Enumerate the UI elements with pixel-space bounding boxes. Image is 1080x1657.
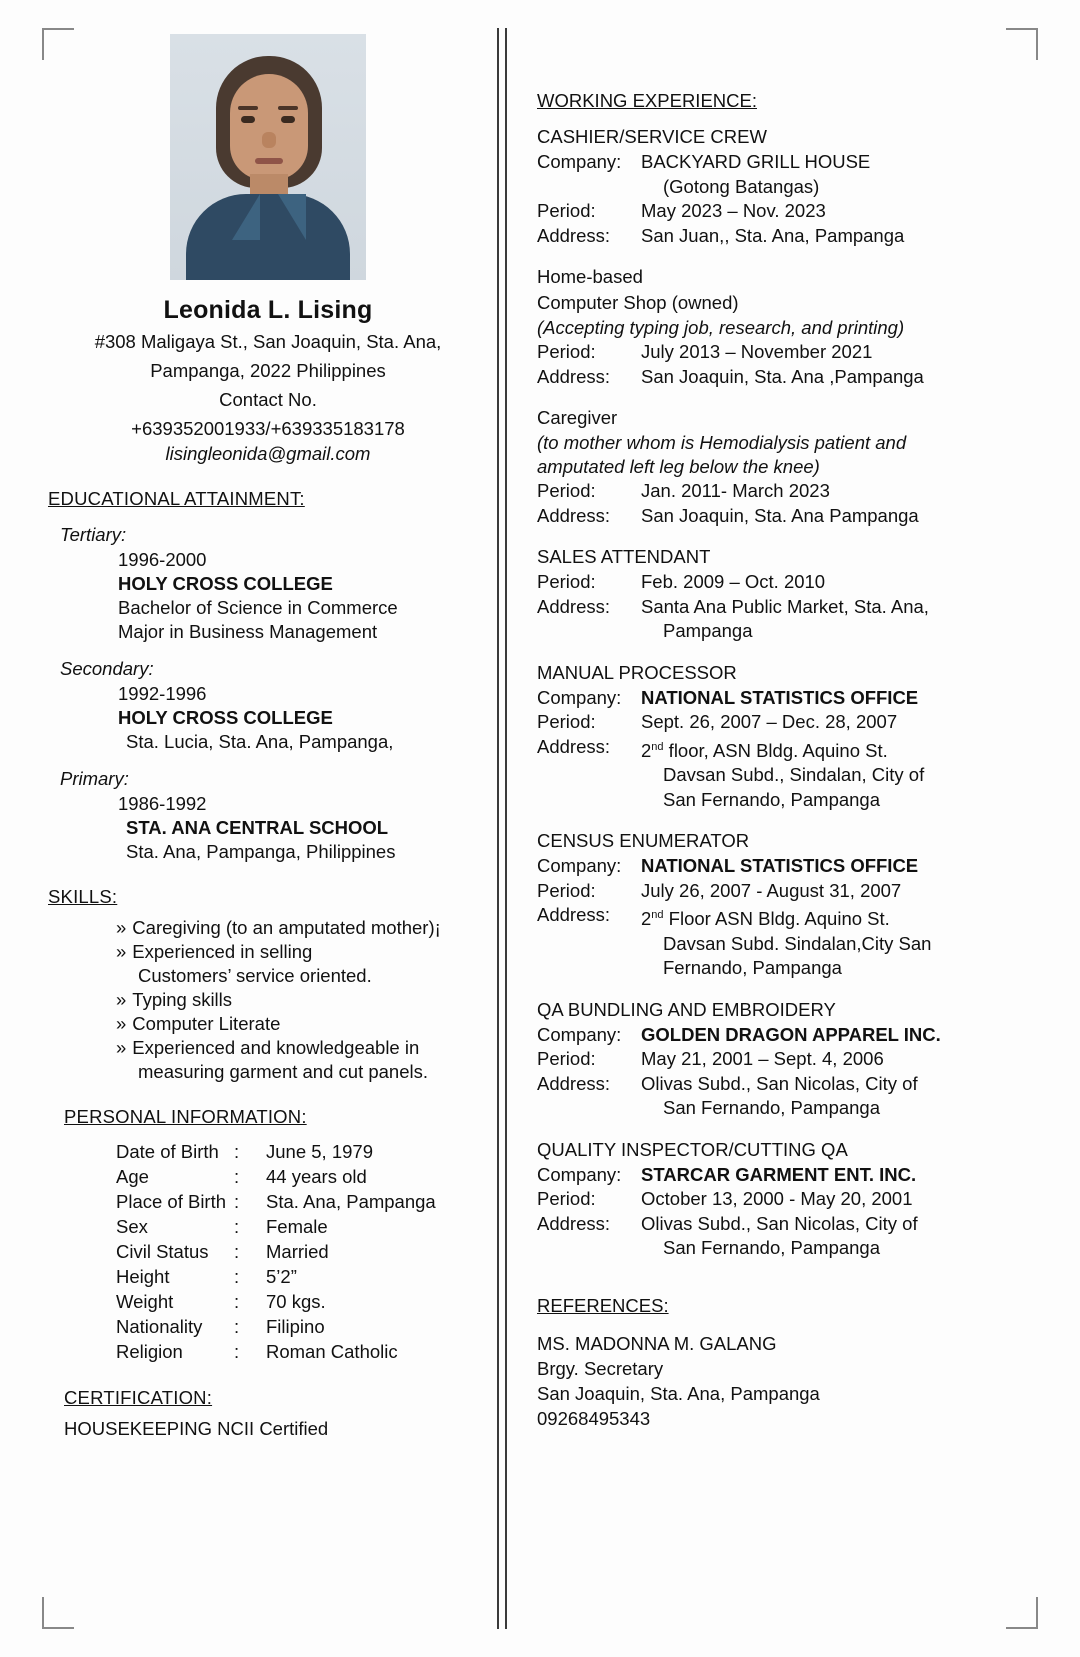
field-label-address: Address: [537,365,611,387]
info-label: Height [116,1266,170,1287]
job-title: Home-based [537,266,643,287]
info-colon: : [234,1141,240,1162]
field-value-address [641,735,1007,764]
table-row [116,1140,436,1165]
crop-mark-top-right [1006,28,1038,60]
info-colon: : [234,1166,240,1187]
info-value: Female [266,1216,328,1237]
skill-text-cont: Customers’ service oriented. [138,965,372,986]
applicant-name: Leonida L. Lising [163,296,373,324]
reference-name: MS. MADONNA M. GALANG [537,1332,777,1354]
table-row [116,1215,436,1240]
job-title-secondary: Computer Shop (owned) [537,292,739,313]
field-label-company: Company: [537,686,622,708]
info-colon: : [234,1291,240,1312]
photo-mouth [255,158,283,164]
photo-brow-left [238,106,258,110]
right-column [537,90,1007,1431]
job-note: (Accepting typing job, research, and printing) [537,317,905,338]
field-value-period: May 21, 2001 – Sept. 4, 2006 [641,1048,884,1070]
experience-entry [537,264,1007,389]
address-prefix: 2 [641,739,652,761]
address-rest: floor, ASN Bldg. Aquino St. [663,739,888,761]
education-years: 1992-1996 [118,683,207,704]
field-label-company: Company: [537,1023,622,1045]
field-value-period: October 13, 2000 - May 20, 2001 [641,1188,913,1210]
field-label-period: Period: [537,200,596,221]
info-value: 5’2” [266,1266,297,1287]
job-address-row [537,1072,1007,1097]
bullet-icon: » [116,989,127,1010]
field-label-company: Company: [537,855,622,877]
job-address-cont: San Fernando, Pampanga [663,1097,881,1119]
job-address-cont-2: Fernando, Pampanga [663,957,842,979]
job-note-cont: amputated left leg below the knee) [537,456,820,477]
left-column [48,28,488,1441]
education-school: STA. ANA CENTRAL SCHOOL [126,817,389,838]
job-note: (to mother whom is Hemodialysis patient and [537,432,907,453]
skills-heading: SKILLS: [48,886,118,907]
table-row [116,1265,436,1290]
skill-text: Computer Literate [132,1013,281,1034]
column-divider [497,28,507,1629]
field-value-company: STARCAR GARMENT ENT. INC. [641,1163,917,1185]
field-label-period: Period: [537,480,596,501]
info-colon: : [234,1191,240,1212]
info-label: Religion [116,1341,183,1362]
info-value: Sta. Ana, Pampanga [266,1191,436,1212]
experience-entry [537,660,1007,813]
address-rest: Floor ASN Bldg. Aquino St. [663,908,890,930]
job-address-cont: Pampanga [663,620,753,641]
table-row [116,1290,436,1315]
portrait-photo [170,34,366,280]
info-value: Roman Catholic [266,1341,398,1362]
info-label: Civil Status [116,1241,209,1262]
field-label-period: Period: [537,711,596,732]
field-value-period: Sept. 26, 2007 – Dec. 28, 2007 [641,711,898,732]
field-value-address: San Joaquin, Sta. Ana Pampanga [641,504,919,526]
education-level-label: Tertiary: [60,524,127,545]
job-period-row [537,710,1007,735]
job-period-row [537,199,1007,224]
table-row [116,1340,436,1365]
personal-info-table [116,1140,436,1365]
phone-numbers: +639352001933/+639335183178 [131,418,405,439]
bullet-icon: » [116,1037,127,1058]
field-value-address: Olivas Subd., San Nicolas, City of [641,1072,918,1094]
education-detail-1: Sta. Lucia, Sta. Ana, Pampanga, [126,731,394,752]
job-company-row [537,150,1007,175]
job-address-row [537,1212,1007,1237]
photo-nose [262,132,276,148]
skill-text: Typing skills [132,989,233,1010]
field-label-period: Period: [537,571,596,592]
job-title: QA BUNDLING AND EMBROIDERY [537,998,836,1020]
ordinal-suffix: nd [651,740,664,753]
field-label-period: Period: [537,879,596,901]
table-row [116,1165,436,1190]
crop-mark-bottom-right [1006,1597,1038,1629]
skill-text: Experienced and knowledgeable in [132,1037,420,1058]
field-label-company: Company: [537,151,622,172]
education-entry-primary [48,768,488,864]
field-value-period: Jan. 2011- March 2023 [641,480,830,501]
skills-list [116,916,488,1084]
photo-container [170,34,366,280]
field-label-address: Address: [537,1072,611,1094]
field-value-period: May 2023 – Nov. 2023 [641,200,826,221]
reference-phone: 09268495343 [537,1407,651,1429]
field-value-address: San Joaquin, Sta. Ana ,Pampanga [641,365,924,387]
job-period-row [537,479,1007,504]
education-heading: EDUCATIONAL ATTAINMENT: [48,488,305,509]
field-value-period: July 2013 – November 2021 [641,341,873,362]
job-period-row [537,340,1007,365]
photo-brow-right [278,106,298,110]
education-level-label: Primary: [60,768,129,789]
info-value: June 5, 1979 [266,1141,373,1162]
photo-collar-right [278,194,306,240]
skill-text-cont: measuring garment and cut panels. [138,1061,429,1082]
skill-text: Caregiving (to an amputated mother)¡ [132,917,441,938]
field-label-address: Address: [537,595,611,617]
email-address[interactable]: lisingleonida@gmail.com [165,443,371,464]
info-colon: : [234,1241,240,1262]
info-label: Age [116,1166,149,1187]
job-address-cont: San Fernando, Pampanga [663,1237,881,1259]
education-years: 1986-1992 [118,793,207,814]
field-value-period: Feb. 2009 – Oct. 2010 [641,571,826,592]
job-address-row [537,903,1007,932]
field-value-address: Olivas Subd., San Nicolas, City of [641,1212,918,1234]
field-label-address: Address: [537,1212,611,1234]
bullet-icon: » [116,1013,127,1034]
field-value-address: San Juan,, Sta. Ana, Pampanga [641,224,905,246]
job-period-row [537,1047,1007,1072]
experience-entry [537,124,1007,248]
job-period-row [537,1187,1007,1212]
list-item [116,1012,488,1036]
field-value-company: NATIONAL STATISTICS OFFICE [641,686,919,708]
bullet-icon: » [116,941,127,962]
job-title: SALES ATTENDANT [537,546,711,567]
photo-torso [186,194,350,280]
job-title: Caregiver [537,407,618,428]
references-heading: REFERENCES: [537,1294,669,1316]
experience-entry [537,828,1007,981]
job-address-row [537,365,1007,390]
address-line-1: #308 Maligaya St., San Joaquin, Sta. Ana, [94,331,442,352]
info-label: Date of Birth [116,1141,219,1162]
education-entry-secondary [48,658,488,754]
field-value-company: BACKYARD GRILL HOUSE [641,151,871,172]
job-company-row [537,1023,1007,1048]
job-company-row [537,854,1007,879]
education-school: HOLY CROSS COLLEGE [118,573,333,594]
field-label-address: Address: [537,904,611,926]
skill-text: Experienced in selling [132,941,313,962]
info-colon: : [234,1266,240,1287]
education-detail-2: Major in Business Management [118,621,378,642]
education-detail-1: Sta. Ana, Pampanga, Philippines [126,841,396,862]
field-value-period: July 26, 2007 - August 31, 2007 [641,879,902,901]
job-title: CENSUS ENUMERATOR [537,830,750,852]
field-label-period: Period: [537,1048,596,1070]
certification-heading: CERTIFICATION: [64,1387,213,1408]
job-address-cont: Davsan Subd., Sindalan, City of [663,764,925,786]
photo-face [230,74,308,180]
job-address-cont-2: San Fernando, Pampanga [663,788,881,810]
bullet-icon: » [116,917,127,938]
field-value-company: GOLDEN DRAGON APPAREL INC. [641,1023,941,1045]
table-row [116,1240,436,1265]
table-row [116,1315,436,1340]
info-colon: : [234,1316,240,1337]
job-title: MANUAL PROCESSOR [537,661,737,683]
job-address-row [537,224,1007,249]
personal-info-heading: PERSONAL INFORMATION: [64,1106,307,1127]
info-colon: : [234,1341,240,1362]
job-period-row [537,570,1007,595]
education-school: HOLY CROSS COLLEGE [118,707,333,728]
education-level-label: Secondary: [60,658,154,679]
info-value: Filipino [266,1316,325,1337]
info-label: Place of Birth [116,1191,227,1212]
experience-entry [537,544,1007,644]
field-value-address [641,903,1007,932]
job-company-cont: (Gotong Batangas) [663,175,820,197]
crop-mark-bottom-left [42,1597,74,1629]
field-value-company: NATIONAL STATISTICS OFFICE [641,855,919,877]
field-label-address: Address: [537,504,611,526]
info-value: Married [266,1241,329,1262]
job-company-row [537,1163,1007,1188]
info-label: Sex [116,1216,148,1237]
job-address-row [537,595,1007,620]
info-colon: : [234,1216,240,1237]
field-value-address: Santa Ana Public Market, Sta. Ana, [641,595,929,617]
education-years: 1996-2000 [118,549,207,570]
list-item [116,916,488,940]
ordinal-suffix: nd [651,909,664,922]
info-value: 70 kgs. [266,1291,326,1312]
field-label-address: Address: [537,224,611,246]
photo-eye-right [281,116,295,123]
reference-address: San Joaquin, Sta. Ana, Pampanga [537,1382,820,1404]
field-label-period: Period: [537,341,596,362]
experience-entry [537,997,1007,1121]
reference-role: Brgy. Secretary [537,1357,664,1379]
field-label-period: Period: [537,1188,596,1210]
job-address-row [537,735,1007,764]
experience-entry [537,405,1007,528]
job-address-row [537,504,1007,529]
job-period-row [537,879,1007,904]
address-prefix: 2 [641,908,652,930]
photo-eye-left [241,116,255,123]
photo-collar-left [232,194,260,240]
address-line-2: Pampanga, 2022 Philippines [150,360,386,381]
table-row [116,1190,436,1215]
list-item [116,988,488,1012]
education-entry-tertiary [48,524,488,644]
list-item [116,940,488,988]
field-label-company: Company: [537,1163,622,1185]
job-title: QUALITY INSPECTOR/CUTTING QA [537,1138,848,1160]
job-title: CASHIER/SERVICE CREW [537,126,767,147]
certification-text: HOUSEKEEPING NCII Certified [64,1418,329,1439]
contact-label: Contact No. [219,389,317,410]
list-item [116,1036,488,1084]
experience-entry [537,1137,1007,1261]
job-company-row [537,686,1007,711]
info-label: Weight [116,1291,174,1312]
info-value: 44 years old [266,1166,367,1187]
job-address-cont: Davsan Subd. Sindalan,City San [663,932,932,954]
experience-heading: WORKING EXPERIENCE: [537,90,757,111]
education-detail-1: Bachelor of Science in Commerce [118,597,398,618]
info-label: Nationality [116,1316,203,1337]
field-label-address: Address: [537,735,611,757]
